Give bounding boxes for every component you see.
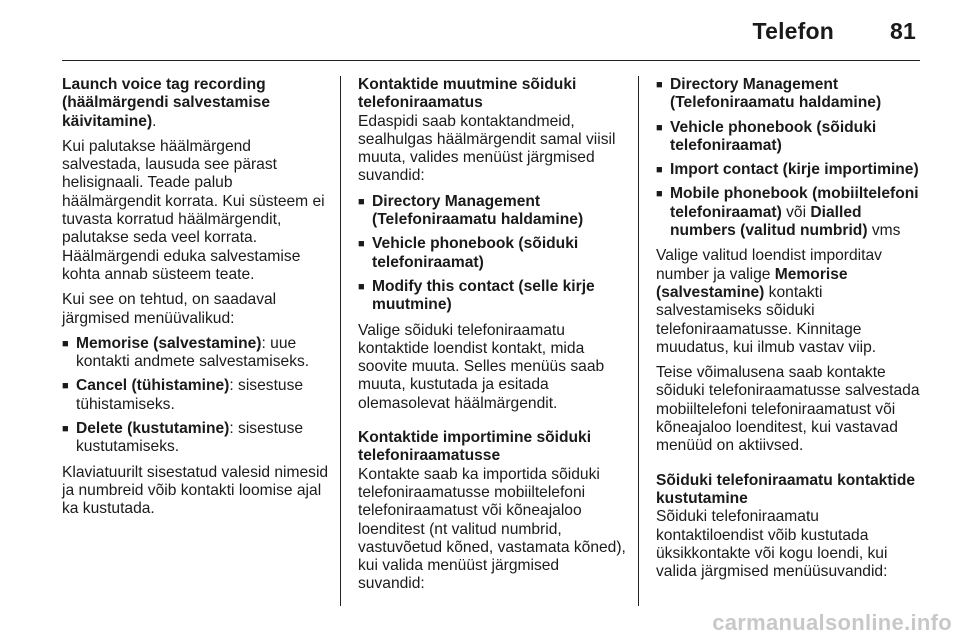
list-item: ■ Vehicle phonebook (sõiduki telefoniraamat) [656,119,920,156]
list-item: ■ Cancel (tühistamine): sisestuse tühistamiseks. [62,377,330,414]
paragraph: Sõiduki telefoniraamatu kontaktiloendist võib kustutada üksikkontakte või kogu loendi, kui valida järgmised menüüsuvandid: [656,508,888,581]
list-item: ■ Import contact (kirje importimine) [656,161,920,179]
section-heading: Sõiduki telefoniraamatu kontaktide kustutamine [656,471,916,507]
paragraph: Kui palutakse häälmärgend salvestada, lausuda see pärast helisignaali. Teade palub häälmärgendit korrata. Kui süsteem ei tuvasta korratud häälmärgendit, palutakse seda veel korrata. Häälmärgendi eduka salvestamise kohta annab süsteem teate. [62,137,325,283]
paragraph: Kontakte saab ka importida sõiduki telefoniraamatusse mobiiltelefoni telefoniraamatust või kõneajaloo loenditest (nt valitud numbrid, vastuvõetud kõned, vastamata kõned), kui valida menüüst järgmised suvandid: [358,465,626,593]
paragraph: Teise võimalusena saab kontakte sõiduki telefoniraamatusse salvestada mobiiltelefoni telefoniraamatust või kõneajaloo loenditest, kui vastavad menüüd on aktiivsed. [656,364,920,455]
header-rule [62,60,920,61]
paragraph: Edaspidi saab kontaktandmeid, sealhulgas häälmärgendit samal viisil muuta, valides menüüst järgmised suvandid: [358,112,616,185]
list-item: ■ Vehicle phonebook (sõiduki telefoniraamat) [358,235,626,272]
paragraph: Valige sõiduki telefoniraamatu kontaktide loendist kontakt, mida soovite muuta. Selles menüüs saab muuta, kustutada ja esitada olemasolevat häälmärgendit. [358,321,605,412]
list-item: ■ Directory Management (Telefoniraamatu haldamine) [358,193,626,230]
menu-options-list [62,335,330,457]
menu-options-list [358,193,626,315]
column-divider [340,76,341,606]
page-number: 81 [890,18,916,44]
list-item: ■ Delete (kustutamine): sisestuse kustutamiseks. [62,420,330,457]
section-heading: Kontaktide muutmine sõiduki telefoniraamatus [358,76,577,112]
menu-options-list [656,76,920,240]
list-item: ■ Mobile phonebook (mobiiltelefoni telefoniraamat) või Dialled numbers (valitud numbrid) vms [656,185,920,240]
page-title: Telefon [752,18,835,44]
list-item: ■ Memorise (salvestamine): uue kontakti andmete salvestamiseks. [62,335,330,372]
column-1 [62,76,330,526]
column-2 [358,76,626,601]
paragraph: Valige valitud loendist imporditav number ja valige Memorise (salvestamine) kontakti salvestamiseks sõiduki telefoniraamatusse. Kinnitage muudatus, kui ilmub vastav viip. [656,247,882,356]
section-heading: Launch voice tag recording (häälmärgendi salvestamise käivitamine). [62,76,271,130]
list-item: ■ Modify this contact (selle kirje muutmine) [358,278,626,315]
paragraph: Klaviatuurilt sisestatud valesid nimesid ja numbreid võib kontakti loomise ajal ka kustutada. [62,463,329,518]
page-header [753,18,916,45]
paragraph: Kui see on tehtud, on saadaval järgmised menüüvalikud: [62,291,277,327]
list-item: ■ Directory Management (Telefoniraamatu haldamine) [656,76,920,113]
column-divider [638,76,639,606]
watermark: carmanualsonline.info [712,610,952,635]
section-heading: Kontaktide importimine sõiduki telefoniraamatusse [358,429,592,465]
column-3 [656,76,920,588]
